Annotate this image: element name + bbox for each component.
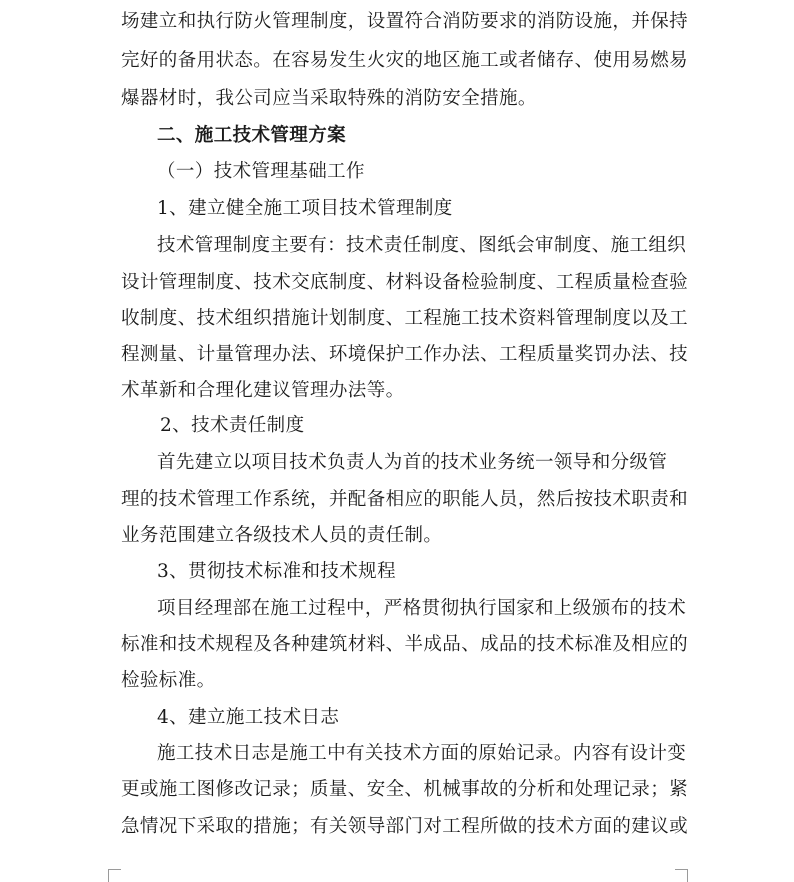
section-heading: 二、施工技术管理方案 [157, 125, 347, 146]
body-text-line: 术革新和合理化建议管理办法等。 [121, 380, 405, 401]
page-margin-corner-mark [675, 869, 688, 882]
body-text-line: 技术管理制度主要有：技术责任制度、图纸会审制度、施工组织 [157, 235, 687, 256]
body-text-line: 程测量、计量管理办法、环境保护工作办法、工程质量奖罚办法、技 [121, 344, 689, 365]
body-text-line: 急情况下采取的措施；有关领导部门对工程所做的技术方面的建议或 [121, 816, 689, 837]
body-text-line: 完好的备用状态。在容易发生火灾的地区施工或者储存、使用易燃易 [121, 50, 689, 71]
item-heading: 2、技术责任制度 [160, 415, 305, 436]
body-text-line: 首先建立以项目技术负责人为首的技术业务统一领导和分级管 [157, 452, 668, 473]
body-text-line: 业务范围建立各级技术人员的责任制。 [121, 525, 443, 546]
page-margin-corner-mark [108, 869, 121, 882]
subsection-heading: （一）技术管理基础工作 [157, 161, 365, 182]
body-text-line: 检验标准。 [121, 670, 216, 691]
body-text-line: 项目经理部在施工过程中，严格贯彻执行国家和上级颁布的技术 [157, 598, 687, 619]
item-heading: 3、贯彻技术标准和技术规程 [157, 561, 396, 582]
body-text-line: 理的技术管理工作系统，并配备相应的职能人员，然后按技术职责和 [121, 489, 689, 510]
item-heading: 4、建立施工技术日志 [157, 707, 340, 728]
body-text-line: 收制度、技术组织措施计划制度、工程施工技术资料管理制度以及工 [121, 308, 689, 329]
body-text-line: 场建立和执行防火管理制度，设置符合消防要求的消防设施，并保持 [121, 11, 689, 32]
body-text-line: 施工技术日志是施工中有关技术方面的原始记录。内容有设计变 [157, 743, 687, 764]
body-text-line: 爆器材时，我公司应当采取特殊的消防安全措施。 [121, 88, 537, 109]
body-text-line: 标准和技术规程及各种建筑材料、半成品、成品的技术标准及相应的 [121, 634, 689, 655]
item-heading: 1、建立健全施工项目技术管理制度 [157, 198, 453, 219]
body-text-line: 更或施工图修改记录；质量、安全、机械事故的分析和处理记录；紧 [121, 779, 689, 800]
body-text-line: 设计管理制度、技术交底制度、材料设备检验制度、工程质量检查验 [121, 272, 689, 293]
